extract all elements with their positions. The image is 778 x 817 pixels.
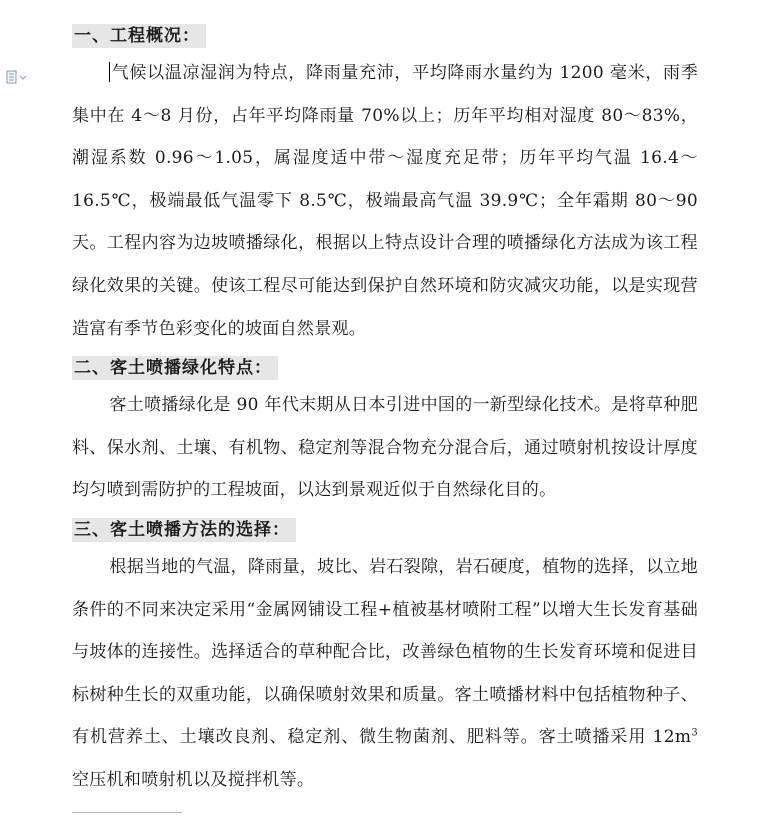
paragraph-text: 气候以温凉湿润为特点，降雨量充沛，平均降雨水量约为 1200 毫米，雨季集中在 4～8 月份，占年平均降雨量 70%以上；历年平均相对湿度 80～83%，潮湿系数 0.96～1.05，属湿度适中带～湿度充足带；历年平均气温 16.4～16.5℃，极端最低气温零下 8.5℃，极端最高气温 39.9℃；全年霜期 80～90 天。工程内容为边坡喷播绿化，根据以上特点设计合理的喷播绿化方法成为该工程绿化效果的关键。使该工程尽可能达到保护自然环境和防灾减灾功能，以是实现营造富有季节色彩变化的坡面自然景观。 — [72, 63, 698, 339]
section-paragraph-method[interactable] — [72, 546, 698, 802]
footnote-divider — [72, 812, 182, 813]
paragraph-text-tail: 空压机和喷射机以及搅拌机等。 — [72, 769, 315, 790]
document-icon[interactable] — [6, 70, 28, 84]
section-heading-features: 二、客土喷播绿化特点： — [72, 356, 278, 380]
superscript-three: 3 — [691, 727, 698, 739]
section-heading-method: 三、客土喷播方法的选择： — [72, 518, 296, 542]
paragraph-text: 根据当地的气温，降雨量，坡比、岩石裂隙，岩石硬度，植物的选择，以立地条件的不同来决定采用“金属网铺设工程+植被基材喷附工程”以增大生长发育基础与坡体的连接性。选择适合的草种配合比，改善绿色植物的生长发育环境和促进目标树种生长的双重功能，以确保喷射效果和质量。客土喷播材料中包括植物种子、有机营养土、土壤改良剂、稳定剂、微生物菌剂、肥料等。客土喷播采用 12m — [72, 556, 698, 748]
section-paragraph-features[interactable]: 客土喷播绿化是 90 年代末期从日本引进中国的一新型绿化技术。是将草种肥料、保水剂、土壤、有机物、稳定剂等混合物充分混合后，通过喷射机按设计厚度均匀喷到需防护的工程坡面，以达到景观近似于自然绿化目的。 — [72, 395, 698, 501]
section-paragraph-overview[interactable] — [72, 52, 698, 350]
document-body — [72, 18, 698, 802]
section-heading-overview: 一、工程概况： — [72, 24, 206, 48]
